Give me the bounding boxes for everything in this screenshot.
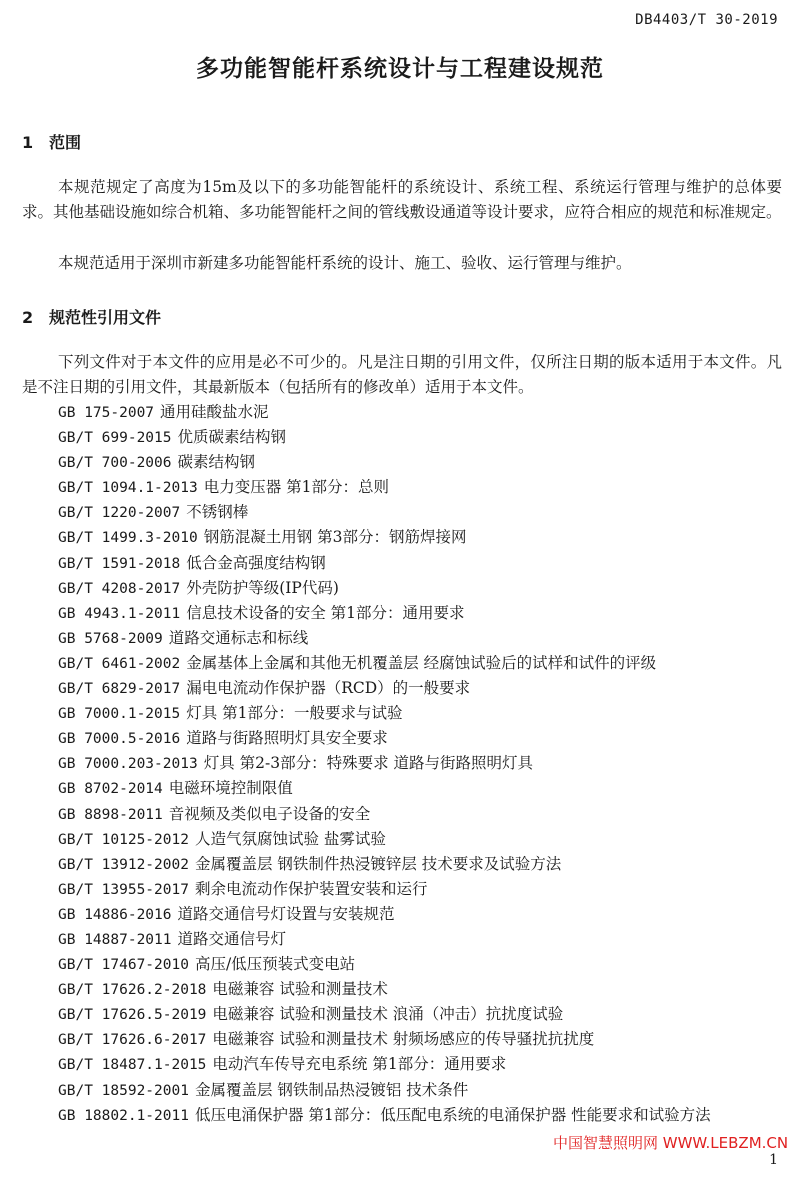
reference-title: 通用硅酸盐水泥: [160, 403, 269, 421]
reference-code: GB/T 17626.5-2019: [58, 1007, 207, 1024]
section-1-heading: [22, 130, 81, 153]
reference-code: GB/T 700-2006: [58, 455, 172, 472]
reference-title: 高压/低压预装式变电站: [194, 955, 356, 974]
reference-title: 道路交通标志和标线: [168, 628, 309, 647]
reference-title: 剩余电流动作保护装置安装和运行: [194, 879, 428, 898]
reference-item: [58, 952, 711, 977]
reference-list: [58, 400, 711, 1128]
section-2-intro: 下列文件对于本文件的应用是必不可少的。凡是注日期的引用文件，仅所注日期的版本适用于本文件。凡是不注日期的引用文件，其最新版本（包括所有的修改单）适用于本文件。: [22, 353, 782, 396]
reference-title: 金属覆盖层 钢铁制件热浸镀锌层 技术要求及试验方法: [194, 854, 562, 873]
reference-code: GB/T 1591-2018: [58, 555, 181, 572]
reference-title: 电磁兼容 试验和测量技术 浪涌（冲击）抗扰度试验: [212, 1005, 564, 1024]
reference-item: [58, 827, 711, 852]
reference-title: 碳素结构钢: [177, 453, 256, 472]
reference-item: [58, 425, 711, 450]
section-2-title: 规范性引用文件: [49, 308, 162, 327]
reference-item: [58, 877, 711, 902]
watermark-text: 中国智慧照明网 WWW.LEBZM.CN: [553, 1134, 789, 1152]
reference-title: 电力变压器 第1部分：总则: [203, 478, 389, 497]
section-1-number: 1: [22, 133, 34, 152]
reference-item: [58, 475, 711, 500]
reference-title: 道路交通信号灯设置与安装规范: [177, 904, 395, 923]
reference-item: [58, 626, 711, 651]
reference-item: [58, 852, 711, 877]
reference-title: 电磁兼容 试验和测量技术: [212, 980, 388, 999]
reference-code: GB/T 13955-2017: [58, 881, 189, 898]
reference-item: [58, 500, 711, 525]
reference-code: GB/T 18487.1-2015: [58, 1057, 207, 1074]
reference-item: [58, 751, 711, 776]
reference-item: [58, 726, 711, 751]
reference-item: [58, 676, 711, 701]
reference-item: [58, 1027, 711, 1052]
reference-title: 外壳防护等级(IP代码): [186, 578, 339, 597]
reference-title: 金属基体上金属和其他无机覆盖层 经腐蚀试验后的试样和试件的评级: [186, 653, 657, 672]
reference-code: GB 7000.1-2015: [58, 706, 181, 723]
reference-item: [58, 1103, 711, 1128]
section-1-title: 范围: [49, 133, 82, 152]
reference-item: [58, 651, 711, 676]
reference-item: [58, 551, 711, 576]
standard-code: DB4403/T 30-2019: [635, 12, 778, 28]
reference-code: GB/T 17626.2-2018: [58, 982, 207, 999]
reference-item: [58, 802, 711, 827]
reference-code: GB 5768-2009: [58, 630, 163, 647]
reference-item: [58, 1052, 711, 1077]
reference-title: 低合金高强度结构钢: [186, 553, 326, 572]
reference-code: GB 8702-2014: [58, 781, 163, 798]
reference-item: [58, 1078, 711, 1103]
reference-title: 电动汽车传导充电系统 第1部分：通用要求: [212, 1055, 507, 1074]
reference-title: 金属覆盖层 钢铁制品热浸镀铝 技术条件: [194, 1080, 469, 1099]
section-1-paragraph-1: 本规范规定了高度为15m及以下的多功能智能杆的系统设计、系统工程、系统运行管理与维护的总体要求。其他基础设施如综合机箱、多功能智能杆之间的管线敷设通道等设计要求，应符合相应的规范和标准规定。: [22, 178, 782, 221]
reference-title: 电磁兼容 试验和测量技术 射频场感应的传导骚扰抗扰度: [212, 1030, 595, 1049]
reference-code: GB 8898-2011: [58, 806, 163, 823]
reference-code: GB 14887-2011: [58, 931, 172, 948]
section-1-paragraph-2: 本规范适用于深圳市新建多功能智能杆系统的设计、施工、验收、运行管理与维护。: [58, 254, 632, 272]
reference-code: GB 7000.5-2016: [58, 731, 181, 748]
reference-item: [58, 701, 711, 726]
section-2-number: 2: [22, 308, 34, 327]
reference-code: GB/T 6461-2002: [58, 655, 181, 672]
reference-code: GB/T 1094.1-2013: [58, 480, 198, 497]
reference-item: [58, 977, 711, 1002]
reference-item: [58, 576, 711, 601]
reference-title: 灯具 第2-3部分：特殊要求 道路与街路照明灯具: [203, 754, 534, 773]
reference-code: GB/T 4208-2017: [58, 580, 181, 597]
reference-code: GB/T 6829-2017: [58, 681, 181, 698]
reference-code: GB/T 13912-2002: [58, 856, 189, 873]
reference-code: GB/T 17626.6-2017: [58, 1032, 207, 1049]
reference-title: 灯具 第1部分：一般要求与试验: [186, 704, 403, 723]
page-number: 1: [769, 1152, 778, 1168]
reference-item: [58, 1002, 711, 1027]
reference-item: [58, 525, 711, 550]
reference-item: [58, 927, 711, 952]
reference-code: GB 175-2007: [58, 405, 155, 421]
reference-code: GB 18802.1-2011: [58, 1107, 189, 1124]
reference-code: GB 4943.1-2011: [58, 605, 181, 622]
reference-title: 不锈钢棒: [186, 503, 249, 522]
reference-title: 音视频及类似电子设备的安全: [168, 804, 371, 823]
reference-item: [58, 601, 711, 626]
reference-title: 人造气氛腐蚀试验 盐雾试验: [194, 829, 386, 848]
reference-title: 低压电涌保护器 第1部分：低压配电系统的电涌保护器 性能要求和试验方法: [194, 1105, 711, 1124]
reference-code: GB/T 699-2015: [58, 430, 172, 447]
reference-title: 道路与街路照明灯具安全要求: [186, 729, 388, 748]
reference-code: GB/T 1499.3-2010: [58, 530, 198, 547]
reference-title: 钢筋混凝土用钢 第3部分：钢筋焊接网: [203, 528, 467, 547]
page-title: 多功能智能杆系统设计与工程建设规范: [196, 56, 604, 82]
reference-code: GB 14886-2016: [58, 906, 172, 923]
reference-item: [58, 902, 711, 927]
reference-code: GB/T 17467-2010: [58, 957, 189, 974]
reference-title: 道路交通信号灯: [177, 929, 287, 948]
reference-title: 信息技术设备的安全 第1部分：通用要求: [186, 603, 465, 622]
reference-item: [58, 450, 711, 475]
reference-code: GB/T 10125-2012: [58, 831, 189, 848]
reference-title: 漏电电流动作保护器（RCD）的一般要求: [186, 679, 471, 698]
reference-title: 电磁环境控制限值: [168, 779, 293, 798]
section-2-heading: [22, 305, 161, 328]
reference-title: 优质碳素结构钢: [177, 428, 287, 447]
reference-item: [58, 776, 711, 801]
reference-code: GB 7000.203-2013: [58, 756, 198, 773]
reference-code: GB/T 18592-2001: [58, 1082, 189, 1099]
reference-code: GB/T 1220-2007: [58, 505, 181, 522]
reference-item: [58, 400, 711, 425]
